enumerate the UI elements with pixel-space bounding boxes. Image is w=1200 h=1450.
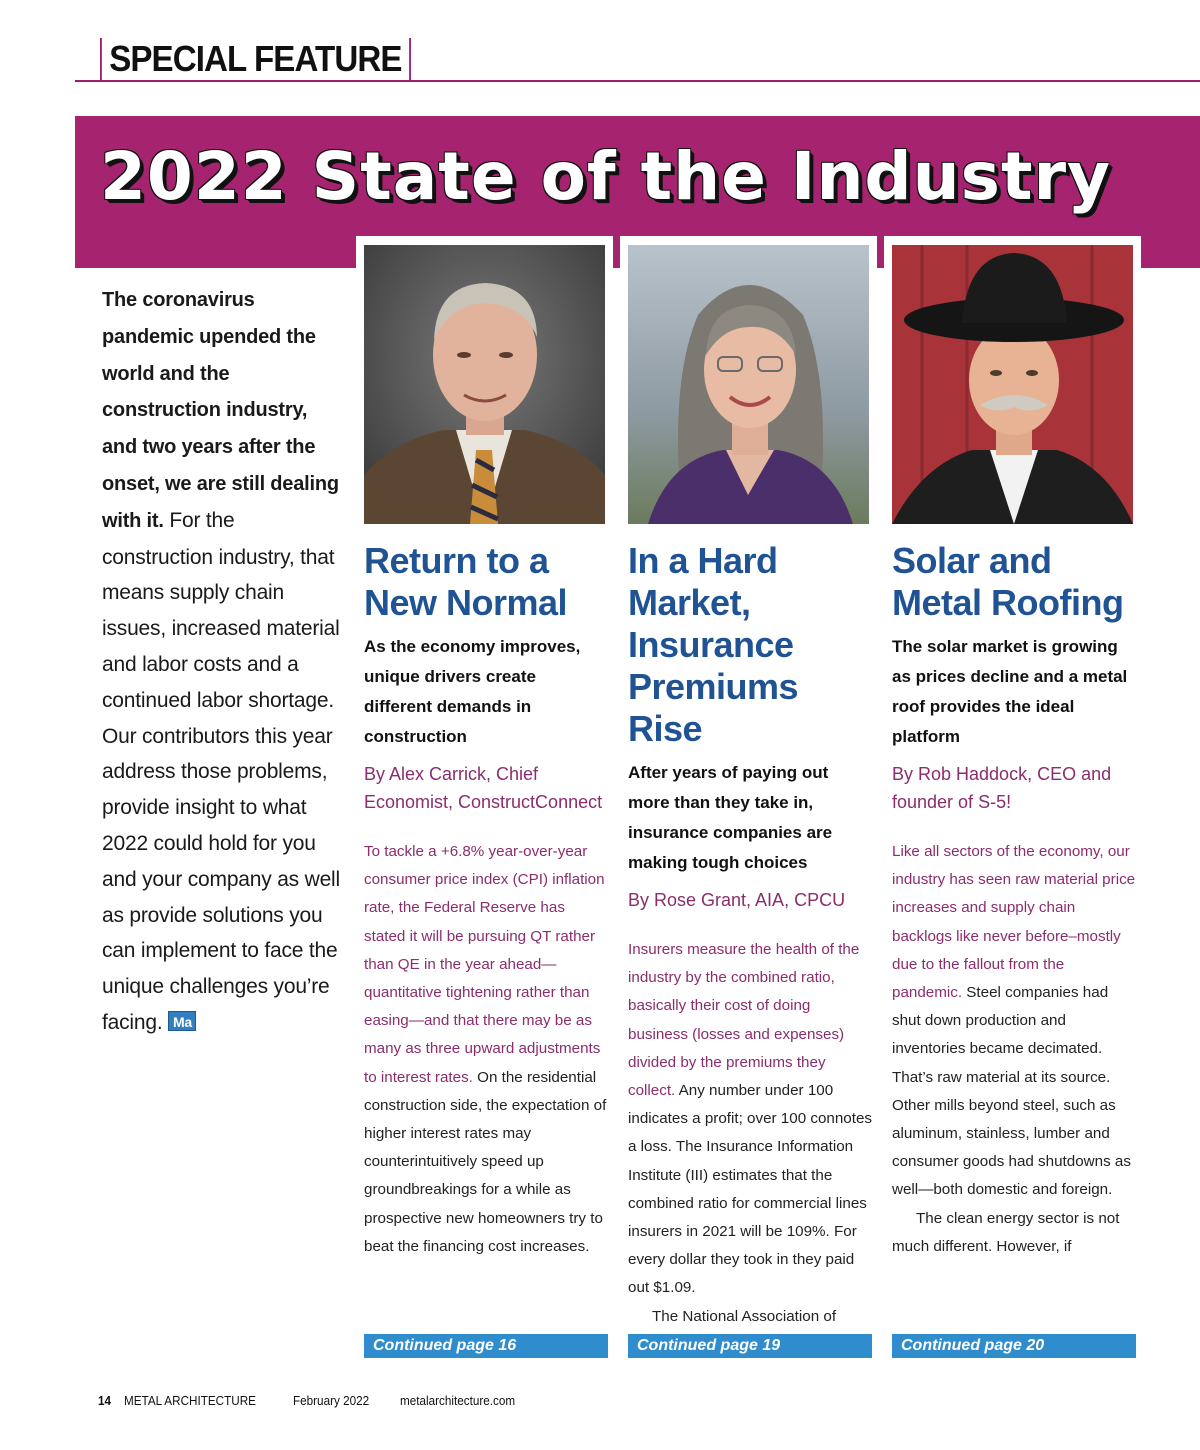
article-solar-metal-roofing: [892, 540, 1136, 1261]
article-body: [892, 838, 1136, 1261]
article-byline: By Rose Grant, AIA, CPCU: [628, 890, 846, 910]
portrait-rose-grant: [628, 245, 869, 524]
article-title: Solar and Metal Roofing: [892, 540, 1124, 623]
page-number: 14: [98, 1393, 112, 1408]
magazine-name: METAL ARCHITECTURE: [124, 1393, 257, 1408]
article-byline: By Alex Carrick, Chief Economist, ConstructConnect: [364, 764, 603, 812]
article-byline: By Rob Haddock, CEO and founder of S-5!: [892, 764, 1112, 812]
portrait-alex-carrick: [364, 245, 605, 524]
continued-link-page-16[interactable]: Continued page 16: [364, 1334, 608, 1358]
continued-link-page-19[interactable]: Continued page 19: [628, 1334, 872, 1358]
intro-paragraph: [102, 282, 347, 1041]
article-deck: The solar market is growing as prices decline and a metal roof provides the ideal platform: [892, 637, 1128, 746]
intro-text: For the construction industry, that means supply chain issues, increased material and labor costs and a continued labor shortage. Our contributors this year address those problems, provide insight to what 2022 could hold for you and your company as well as provide solutions you can implement to face the unique challenges you’re facing.: [102, 508, 340, 1034]
section-label: SPECIAL FEATURE: [100, 38, 411, 80]
ma-end-mark-icon: Ma: [168, 1011, 196, 1031]
article-insurance-premiums: [628, 540, 872, 1331]
article-title: In a Hard Market, Insurance Premiums Rise: [628, 540, 799, 749]
article-lead: To tackle a +6.8% year-over-year consumer price index (CPI) inflation rate, the Federal Reserve has stated it will be pursuing QT rather than QE in the year ahead—quantitative tightening rather than easing—and that there may be as many as three upward adjustments to interest rates.: [364, 843, 605, 1086]
website-link[interactable]: metalarchitecture.com: [399, 1393, 515, 1408]
article-title: Return to a New Normal: [364, 540, 568, 623]
article-body-text: Steel companies had shut down production and inventories became decimated. That’s raw material at its source. Other mills beyond steel, such as aluminum, stainless, lumber and consumer goods had shutdowns as well—both domestic and foreign.: [892, 984, 1131, 1199]
photo-frame-haddock: [884, 236, 1141, 524]
page-footer: [98, 1393, 528, 1408]
article-return-to-normal: [364, 540, 608, 1261]
portrait-rob-haddock: [892, 245, 1133, 524]
photo-frame-carrick: [356, 236, 613, 524]
issue-date: February 2022: [293, 1393, 370, 1408]
page-title: 2022 State of the Industry: [100, 138, 1112, 215]
article-body-text: On the residential construction side, the expectation of higher interest rates may counterintuitively speed up groundbreakings for a while as prospective new homeowners try to beat the financing cost increases.: [364, 1068, 607, 1255]
article-lead: Like all sectors of the economy, our industry has seen raw material price increases and supply chain backlogs like never before–mostly due to the fallout from the pandemic.: [892, 843, 1136, 1002]
article-deck: After years of paying out more than they take in, insurance companies are making tough choices: [628, 763, 833, 872]
article-body-text-2: The National Association of: [652, 1307, 837, 1325]
article-body-text-2: The clean energy sector is not much different. However, if: [892, 1209, 1120, 1255]
intro-bold-text: The coronavirus pandemic upended the world and the construction industry, and two years after the onset, we are still dealing with it.: [102, 289, 339, 532]
article-body-text: Any number under 100 indicates a profit; over 100 connotes a loss. The Insurance Information Institute (III) estimates that the combined ratio for commercial lines insurers in 2021 will be 109%. For every dollar they took in they paid out $1.09.: [628, 1082, 872, 1297]
continued-link-page-20[interactable]: Continued page 20: [892, 1334, 1136, 1358]
header-rule: [75, 80, 1200, 82]
article-lead: Insurers measure the health of the industry by the combined ratio, basically their cost of doing business (losses and expenses) divided by the premiums they collect.: [628, 941, 860, 1100]
photo-frame-grant: [620, 236, 877, 524]
article-body: [628, 936, 872, 1331]
article-deck: As the economy improves, unique drivers create different demands in construction: [364, 637, 581, 746]
article-body: [364, 838, 608, 1261]
